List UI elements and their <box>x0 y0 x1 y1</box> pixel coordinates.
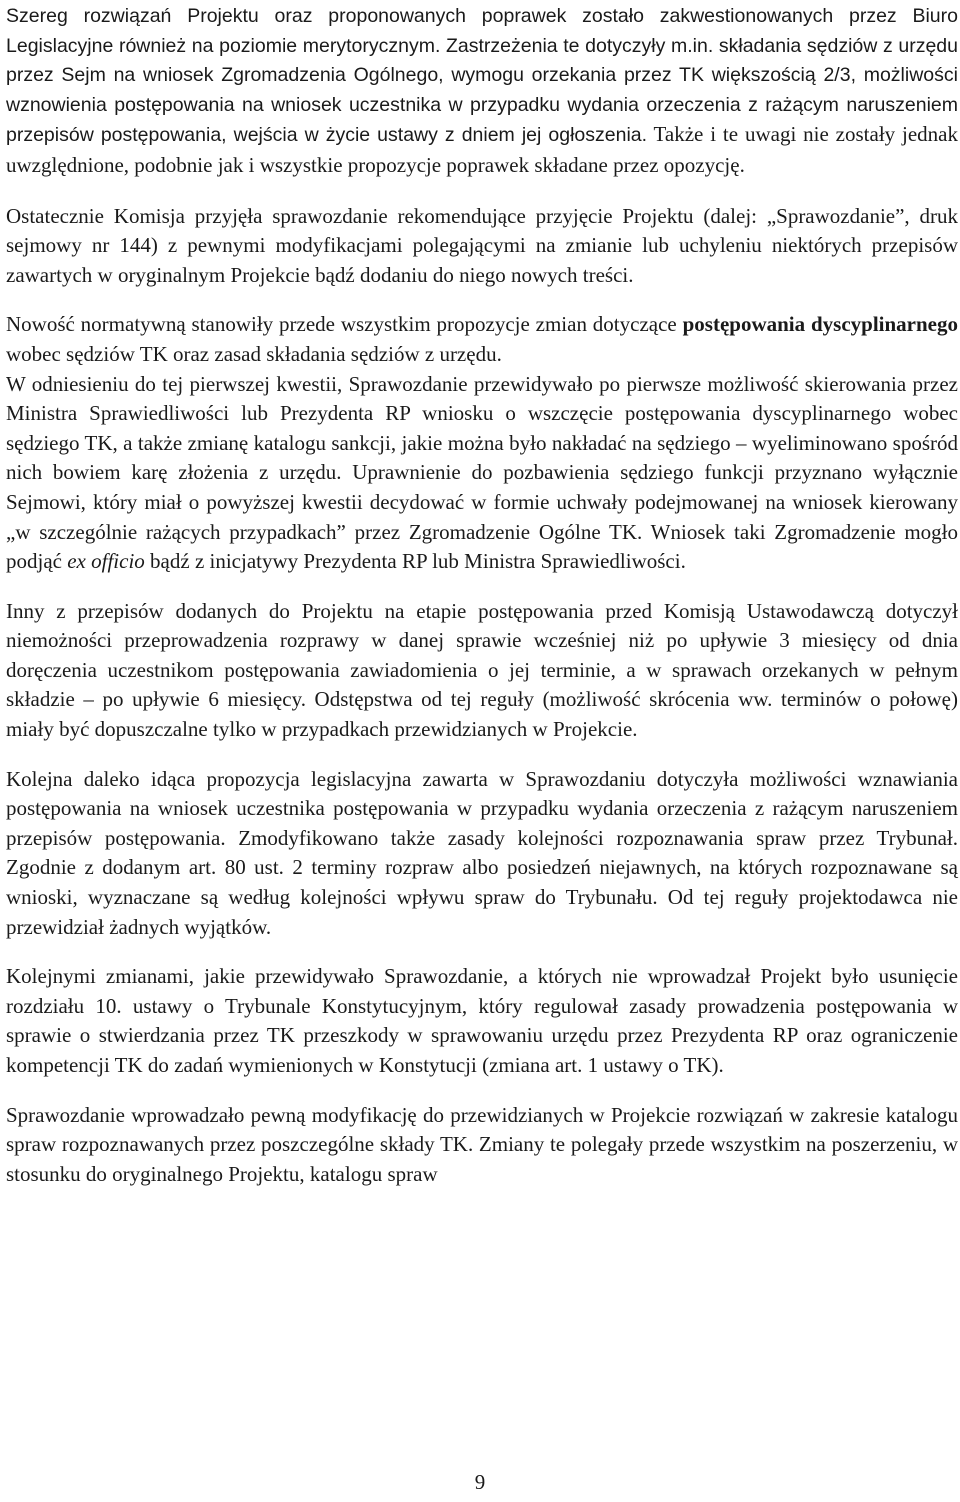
paragraph-normative-novelty-bold: postępowania dyscyplinarnego <box>682 312 958 337</box>
paragraph-disciplinary-procedure-text: W odniesieniu do tej pierwszej kwestii, Sprawozdanie przewidywało po pierwsze możliwość skierowania przez Ministra Sprawiedliwości lub Prezydenta RP wniosku o wszczęcie postępowania dyscyplinarnego wobec sędziego TK, a także zmianę katalogu sankcji, jakie można było nakładać na sędziego – wyeliminowano spośród nich bowiem karę złożenia z urzędu. Uprawnienie do pozbawienia sędziego funkcji przyznano wyłącznie Sejmowi, który miał o powyższej kwestii decydować w formie uchwały podejmowanej na wniosek kierowany „w szczególnie rażących przypadkach” przez Zgromadzenie Ogólne TK. Wniosek taki Zgromadzenie mogło podjąć <box>6 371 958 574</box>
paragraph-case-order: Kolejna daleko idąca propozycja legislacyjna zawarta w Sprawozdaniu dotyczyła możliwości wznawiania postępowania na wniosek uczestnika postępowania w przypadku wydania orzeczenia z rażącym naruszeniem przepisów postępowania. Zmodyfikowano także zasady kolejności rozpoznawania spraw przez Trybunał. Zgodnie z dodanym art. 80 ust. 2 terminy rozpraw albo posiedzeń niejawnych, na których rozpoznawane są wnioski, wyznaczane są według kolejności wpływu spraw do Trybunału. Od tej reguły projektodawca nie przewidział żadnych wyjątków. <box>6 766 958 939</box>
paragraph-legislative-bureau <box>6 2 958 182</box>
page-number: 9 <box>474 1470 486 1494</box>
paragraph-legislative-bureau-part-2: Także i te uwagi nie zostały jednak uwzględnione, podobnie jak i wszystkie propozycje poprawek składane przez opozycję. <box>6 122 958 177</box>
paragraph-chapter-removal: Kolejnymi zmianami, jakie przewidywało Sprawozdanie, a których nie wprowadzał Projekt było usunięcie rozdziału 10. ustawy o Trybunale Konstytucyjnym, który regulował zasady prowadzenia postępowania w sprawie o stwierdzania przez TK przeszkody w sprawowaniu urzędu przez Prezydenta RP oraz ograniczenie kompetencji TK do zadań wymienionych w Konstytucji (zmiana art. 1 ustawy o TK). <box>6 964 958 1077</box>
paragraph-disciplinary-procedure-text-end: bądź z inicjatywy Prezydenta RP lub Ministra Sprawiedliwości. <box>144 549 686 574</box>
paragraph-hearing-deadlines: Inny z przepisów dodanych do Projektu na etapie postępowania przed Komisją Ustawodawczą dotyczył niemożności przeprowadzenia rozprawy w danej sprawie wcześniej niż po upływie 3 miesięcy od dnia doręczenia uczestnikom postępowania zawiadomienia o jej terminie, a w sprawach orzekanych w pełnym składzie – po upływie 6 miesięcy. Odstępstwa od tej reguły (możliwość skrócenia ww. terminów o połowę) miały być dopuszczalne tylko w przypadkach przewidzianych w Projekcie. <box>6 598 958 742</box>
paragraph-commission-report: Ostatecznie Komisja przyjęła sprawozdanie rekomendujące przyjęcie Projektu (dalej: „Sprawozdanie”, druk sejmowy nr 144) z pewnymi modyfikacjami polegającymi na zmianie lub uchyleniu niektórych przepisów zawartych w oryginalnym Projekcie bądź dodaniu do niego nowych treści. <box>6 203 958 287</box>
paragraph-disciplinary-procedure <box>6 370 958 577</box>
document-page <box>6 2 958 1209</box>
paragraph-panel-catalogue: Sprawozdanie wprowadzało pewną modyfikację do przewidzianych w Projekcie rozwiązań w zakresie katalogu spraw rozpoznawanych przez poszczególne składy TK. Zmiany te polegały przede wszystkim na poszerzeniu, w stosunku do oryginalnego Projektu, katalogu spraw <box>6 1102 958 1186</box>
paragraph-normative-novelty-text-end: wobec sędziów TK oraz zasad składania sędziów z urzędu. <box>6 341 502 366</box>
paragraph-normative-novelty <box>6 310 958 369</box>
paragraph-disciplinary-procedure-italic: ex officio <box>67 549 145 574</box>
paragraph-normative-novelty-text: Nowość normatywną stanowiły przede wszystkim propozycje zmian dotyczące <box>6 312 683 337</box>
paragraph-legislative-bureau-part-1: Szereg rozwiązań Projektu oraz proponowanych poprawek zostało zakwestionowanych przez Biuro Legislacyjne również na poziomie merytorycznym. Zastrzeżenia te dotyczyły m.in. składania sędziów z urzędu przez Sejm na wniosek Zgromadzenia Ogólnego, wymogu orzekania przez TK większością 2/3, możliwości wznowienia postępowania na wniosek uczestnika w przypadku wydania orzeczenia z rażącym naruszeniem przepisów postępowania, wejścia w życie ustawy z dniem jej ogłoszenia. <box>6 5 958 147</box>
